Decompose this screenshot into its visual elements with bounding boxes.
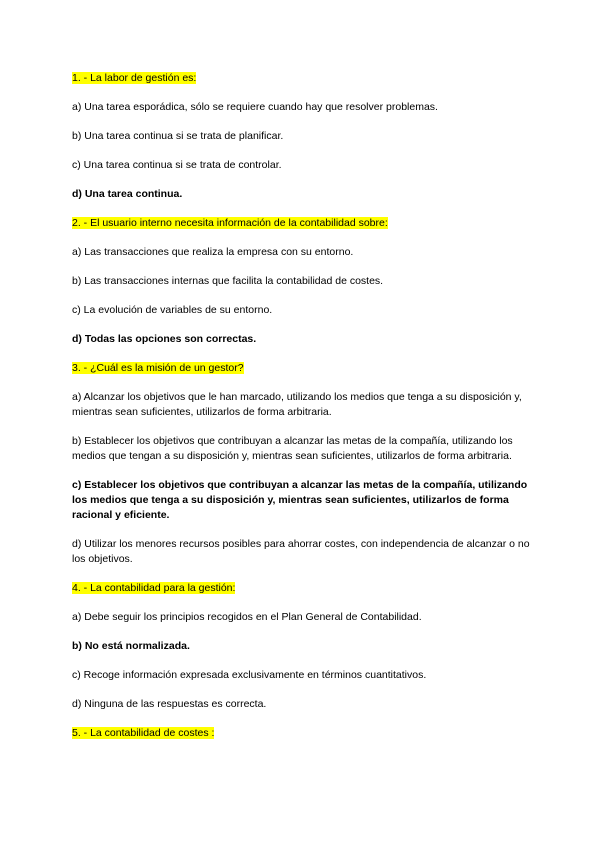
question-4-option-c: c) Recoge información expresada exclusivamente en términos cuantitativos. [72, 669, 427, 681]
question-5-title [72, 726, 532, 741]
question-highlight: 3. - ¿Cuál es la misión de un gestor? [72, 362, 244, 374]
question-highlight: 5. - La contabilidad de costes : [72, 727, 215, 739]
question-4-option-d: d) Ninguna de las respuestas es correcta. [72, 698, 267, 710]
question-2-option-b: b) Las transacciones internas que facilita la contabilidad de costes. [72, 275, 384, 287]
question-1-option-a: a) Una tarea esporádica, sólo se requiere cuando hay que resolver problemas. [72, 101, 438, 113]
question-1-title [72, 71, 532, 86]
question-highlight: 1. - La labor de gestión es: [72, 72, 197, 84]
question-3-option-a: a) Alcanzar los objetivos que le han marcado, utilizando los medios que tenga a su disposición y, mientras sean suficientes, utilizarlos de forma arbitraria. [72, 391, 522, 418]
question-2-option-a: a) Las transacciones que realiza la empresa con su entorno. [72, 246, 354, 258]
question-4-title [72, 581, 532, 596]
question-4-option-a: a) Debe seguir los principios recogidos en el Plan General de Contabilidad. [72, 611, 422, 623]
question-1-option-b: b) Una tarea continua si se trata de planificar. [72, 130, 284, 142]
question-4-option-b-correct: b) No está normalizada. [72, 640, 190, 652]
question-1-option-c: c) Una tarea continua si se trata de controlar. [72, 159, 282, 171]
document-page [72, 71, 532, 755]
question-2-option-c: c) La evolución de variables de su entorno. [72, 304, 273, 316]
question-2-title [72, 216, 532, 231]
question-3-option-b: b) Establecer los objetivos que contribuyan a alcanzar las metas de la compañía, utilizando los medios que tengan a su disposición y, mientras sean suficientes, utilizarlos de forma arbitraria. [72, 435, 513, 462]
question-3-title [72, 361, 532, 376]
question-highlight: 4. - La contabilidad para la gestión: [72, 582, 236, 594]
question-3-option-c-correct: c) Establecer los objetivos que contribuyan a alcanzar las metas de la compañía, utilizando los medios que tenga a su disposición y, mientras sean suficientes, utilizarlos de forma racional y eficiente. [72, 479, 528, 521]
question-1-option-d-correct: d) Una tarea continua. [72, 188, 183, 200]
question-highlight: 2. - El usuario interno necesita información de la contabilidad sobre: [72, 217, 388, 229]
question-2-option-d-correct: d) Todas las opciones son correctas. [72, 333, 257, 345]
question-3-option-d: d) Utilizar los menores recursos posibles para ahorrar costes, con independencia de alcanzar o no los objetivos. [72, 538, 530, 565]
